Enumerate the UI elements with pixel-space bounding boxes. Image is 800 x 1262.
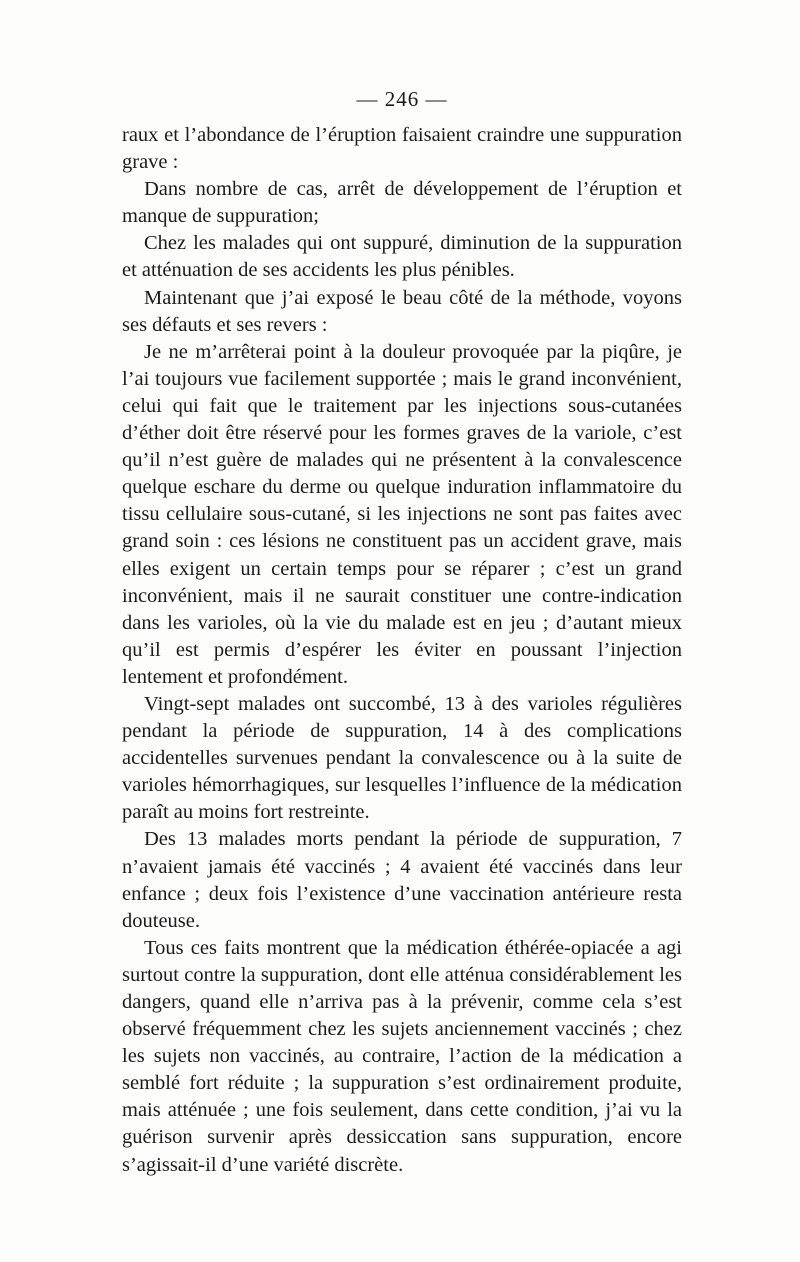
paragraph-8: Tous ces faits montrent que la médication éthérée-opiacée a agi surtout contre la suppuration, dont elle atténua considérablement les dangers, quand elle n’arriva pas à la prévenir, comme cela s’est observé fréquemment chez les sujets anciennement vaccinés ; chez les sujets non vaccinés, au contraire, l’action de la médication a semblé fort réduite ; la suppuration s’est ordinairement produite, mais atténuée ; une fois seulement, dans cette condition, j’ai vu la guérison survenir après dessiccation sans suppuration, encore s’agissait-il d’une variété discrète. (122, 936, 682, 1176)
page-text-block (122, 84, 682, 1179)
paragraph-3: Chez les malades qui ont suppuré, diminution de la suppuration et atténuation de ses accidents les plus pénibles. (122, 232, 682, 282)
paragraph-5: Je ne m’arrêterai point à la douleur provoquée par la piqûre, je l’ai toujours vue facilement supportée ; mais le grand inconvénient, celui qui fait que le traitement par les injections sous-cutanées d’éther doit être réservé pour les formes graves de la variole, c’est qu’il n’est guère de malades qui ne présentent à la convalescence quelque eschare du derme ou quelque induration inflammatoire du tissu cellulaire sous-cutané, si les injections ne sont pas faites avec grand soin : ces lésions ne constituent pas un accident grave, mais elles exigent un certain temps pour se réparer ; c’est un grand inconvénient, mais il ne saurait constituer une contre-indication dans les varioles, où la vie du malade est en jeu ; d’autant mieux qu’il est permis d’espérer les éviter en poussant l’injection lentement et profondément. (122, 340, 682, 688)
paragraph-7: Des 13 malades morts pendant la période de suppuration, 7 n’avaient jamais été vaccinés ; 4 avaient été vaccinés dans leur enfance ; deux fois l’existence d’une vaccination antérieure resta douteuse. (122, 828, 682, 932)
page-number: — 246 — (356, 87, 448, 111)
paragraph-6: Vingt-sept malades ont succombé, 13 à des varioles régulières pendant la période de suppuration, 14 à des complications accidentelles survenues pendant la convalescence ou à la suite de varioles hémorrhagiques, sur lesquelles l’influence de la médication paraît au moins fort restreinte. (122, 692, 682, 824)
paragraph-1: raux et l’abondance de l’éruption faisaient craindre une suppuration grave : (122, 124, 682, 174)
paragraph-2: Dans nombre de cas, arrêt de développement de l’éruption et manque de suppuration; (122, 178, 682, 228)
paragraph-4: Maintenant que j’ai exposé le beau côté de la méthode, voyons ses défauts et ses revers : (122, 286, 682, 336)
